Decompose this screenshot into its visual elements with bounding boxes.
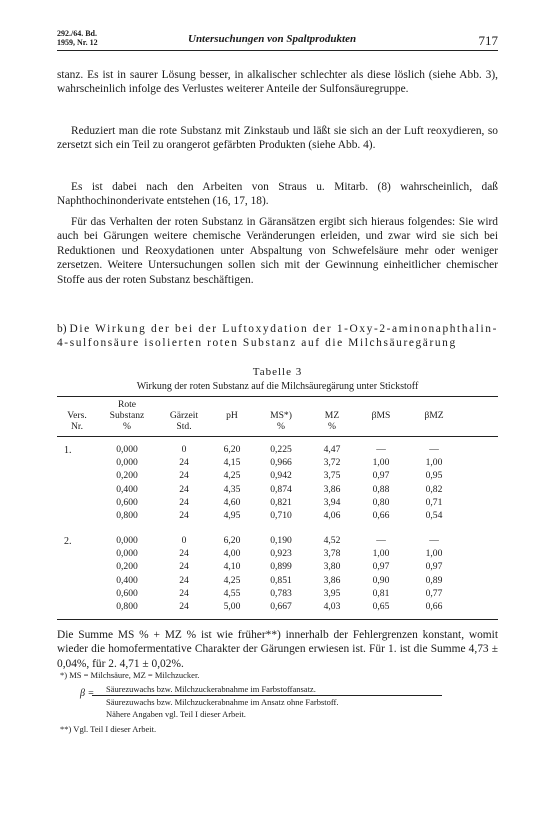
table-cell: 0,225: [270, 444, 292, 455]
table-cell: 4,60: [223, 496, 241, 508]
table-cell: —: [429, 444, 439, 455]
table-header-cell: Rote: [117, 399, 137, 410]
table-cell: 24: [179, 483, 189, 495]
table-cell: 0,200: [116, 561, 138, 573]
table-cell: 0,966: [270, 457, 292, 469]
table-cell: 3,95: [323, 587, 341, 599]
table-cell: 4,00: [223, 548, 241, 560]
table-cell: 4,06: [323, 510, 341, 521]
table-caption: Tabelle 3: [252, 366, 303, 378]
table-cell: 0,874: [270, 483, 292, 495]
table-cell: 0,851: [270, 574, 292, 586]
table-cell: 4,52: [323, 535, 341, 546]
table-cell: 3,75: [323, 470, 341, 482]
table-cell: 0,65: [372, 601, 390, 612]
paragraph-3: Es ist dabei nach den Arbeiten von Straus u. Mitarb. (8) wahrscheinlich, daß Naphthochinonderivate entstehen (16, 17, 18).: [57, 181, 498, 208]
table-cell: 0,90: [372, 574, 390, 586]
table-cell: 24: [179, 457, 189, 469]
table-cell: 0,800: [116, 510, 138, 521]
table-cell: 24: [179, 587, 189, 599]
table-cell: 0,667: [270, 601, 292, 612]
table-cell: 0,190: [270, 535, 292, 546]
paragraph-4: Für das Verhalten der roten Substanz in Gäransätzen ergibt sich hieraus folgendes: Sie wird auch bei Gärungen weitere chemische Veränderungen erleiden, und zwar wird sie sich bei Reduktionen und Reoxydationen unter Abspaltung von Schwefelsäure mehr oder weniger zersetzen. Weitere Untersuchungen sollen sich mit der Gewinnung einheitlicher chemischer Stoffe aus der roten Substanz beschäftigen.: [57, 216, 498, 286]
section-heading: [57, 322, 498, 351]
table-cell: 0,66: [372, 510, 390, 521]
beta-symbol: β =: [80, 688, 95, 699]
table-cell: 0,710: [270, 510, 292, 521]
group-label: 1.: [64, 445, 72, 456]
table-cell: 0,66: [425, 601, 443, 612]
table-cell: —: [376, 444, 386, 455]
table-header-cell: pH: [226, 410, 238, 421]
table-cell: 0,942: [270, 470, 292, 482]
table-cell: 4,15: [223, 457, 241, 469]
table-cell: 6,20: [223, 535, 241, 546]
table-header-cell: %: [123, 421, 131, 432]
table-cell: —: [376, 535, 386, 546]
table-cell: 24: [179, 561, 189, 573]
table-cell: 0,400: [116, 483, 138, 495]
table-cell: —: [429, 535, 439, 546]
table-cell: 0: [181, 444, 187, 455]
table-header-cell: βMZ: [424, 410, 444, 421]
table-top-rule: [57, 396, 498, 397]
section-heading-prefix: b): [57, 323, 70, 335]
table-cell: 24: [179, 548, 189, 560]
table-cell: 0,000: [116, 444, 138, 455]
table-cell: 24: [179, 601, 189, 612]
table-cell: 0,000: [116, 535, 138, 546]
table-cell: 5,00: [223, 601, 241, 612]
table-cell: 4,47: [323, 444, 341, 455]
table-cell: 0,77: [425, 587, 443, 599]
beta-numerator: Säurezuwachs bzw. Milchzuckerabnahme im Farbstoffansatz.: [92, 683, 442, 696]
table-cell: 4,03: [323, 601, 341, 612]
paragraph-2: Reduziert man die rote Substanz mit Zinkstaub und läßt sie sich an der Luft reoxydieren, so zersetzt sich ein Teil zu orangerot gefärbten Produkten (siehe Abb. 4).: [57, 125, 498, 152]
table-cell: 0,88: [372, 483, 390, 495]
table-cell: 3,94: [323, 496, 341, 508]
table-subtitle: Wirkung der roten Substanz auf die Milchsäuregärung unter Stickstoff: [136, 381, 419, 392]
table-cell: 0: [181, 535, 187, 546]
table-cell: 3,86: [323, 574, 341, 586]
table-cell: 0,80: [372, 496, 390, 508]
table-cell: 24: [179, 574, 189, 586]
page-number: 717: [478, 33, 498, 48]
table-cell: 0,800: [116, 601, 138, 612]
table-cell: 0,97: [372, 561, 390, 573]
table-header-cell: %: [328, 421, 336, 432]
table-header-cell: MZ: [324, 410, 340, 421]
table-header-cell: βMS: [371, 410, 391, 421]
volume-line-2: 1959, Nr. 12: [57, 38, 98, 47]
table-cell: 0,000: [116, 548, 138, 560]
table-cell: 0,400: [116, 574, 138, 586]
table-cell: 4,25: [223, 574, 241, 586]
table-header-cell: %: [277, 421, 285, 432]
table-cell: 0,81: [372, 587, 390, 599]
table-cell: 3,72: [323, 457, 341, 469]
table-cell: 0,200: [116, 470, 138, 482]
group-label: 2.: [64, 536, 72, 547]
table-cell: 3,78: [323, 548, 341, 560]
running-title: Untersuchungen von Spaltprodukten: [188, 33, 357, 45]
table-cell: 1,00: [425, 548, 443, 560]
table-cell: 1,00: [425, 457, 443, 469]
table-header-cell: Nr.: [71, 421, 83, 432]
table-cell: 1,00: [372, 457, 390, 469]
table-cell: 0,899: [270, 561, 292, 573]
table-cell: 0,82: [425, 483, 443, 495]
volume-line-1: 292./64. Bd.: [57, 29, 98, 38]
table-cell: 24: [179, 496, 189, 508]
beta-denominator: Säurezuwachs bzw. Milchzuckerabnahme im Ansatz ohne Farbstoff.: [106, 697, 339, 707]
footnote-double-star: **) Vgl. Teil I dieser Arbeit.: [60, 724, 157, 734]
table-header-rule: [57, 436, 498, 437]
volume-info: [57, 29, 137, 47]
table-cell: 0,95: [425, 470, 443, 482]
table-cell: 0,923: [270, 548, 292, 560]
table-cell: 4,95: [223, 510, 241, 521]
table-cell: 4,55: [223, 587, 241, 599]
table-cell: 24: [179, 470, 189, 482]
table-cell: 0,71: [425, 496, 443, 508]
table-cell: 0,821: [270, 496, 292, 508]
table-cell: 3,80: [323, 561, 341, 573]
table-cell: 0,000: [116, 457, 138, 469]
footnote-ms-mz: *) MS = Milchsäure, MZ = Milchzucker.: [60, 670, 200, 680]
table-cell: 24: [179, 510, 189, 521]
beta-fraction: [92, 683, 442, 720]
header-rule: [57, 50, 498, 51]
table-cell: 4,25: [223, 470, 241, 482]
table-cell: 4,35: [223, 483, 241, 495]
table-header-cell: Substanz: [109, 410, 145, 421]
table-cell: 0,600: [116, 496, 138, 508]
paragraph-1: stanz. Es ist in saurer Lösung besser, in alkalischer schlechter als diese löslich (siehe Abb. 3), wahrscheinlich infolge des Verlustes weiterer Anteile der Sulfonsäuregruppe.: [57, 69, 498, 96]
table-cell: 0,783: [270, 587, 292, 599]
table-cell: 1,00: [372, 548, 390, 560]
table-cell: 4,10: [223, 561, 241, 573]
table-cell: 0,97: [425, 561, 443, 573]
table-cell: 0,97: [372, 470, 390, 482]
table-header-cell: MS*): [270, 410, 292, 421]
table-header-cell: Std.: [176, 421, 192, 432]
section-heading-text: Die Wirkung der bei der Luftoxydation der 1-Oxy-2-aminonaphthalin-4-sulfonsäure isolierten roten Substanz auf die Milchsäuregärung: [57, 323, 498, 350]
table-cell: 0,54: [425, 510, 443, 521]
table-bottom-rule: [57, 619, 498, 620]
table-header-cell: Vers.: [67, 410, 87, 421]
table-cell: 0,600: [116, 587, 138, 599]
beta-note: Nähere Angaben vgl. Teil I dieser Arbeit.: [106, 709, 246, 719]
table-cell: 3,86: [323, 483, 341, 495]
summary-paragraph: Die Summe MS % + MZ % ist wie früher**) innerhalb der Fehlergrenzen konstant, womit wieder die homofermentative Charakter der Gärungen erwiesen ist. Für 1. ist die Summe 4,73 ± 0,04%, für 2. 4,71 ± 0,02%.: [57, 629, 498, 670]
table-cell: 6,20: [223, 444, 241, 455]
table-cell: 0,89: [425, 574, 443, 586]
table-header-cell: Gärzeit: [169, 410, 199, 421]
